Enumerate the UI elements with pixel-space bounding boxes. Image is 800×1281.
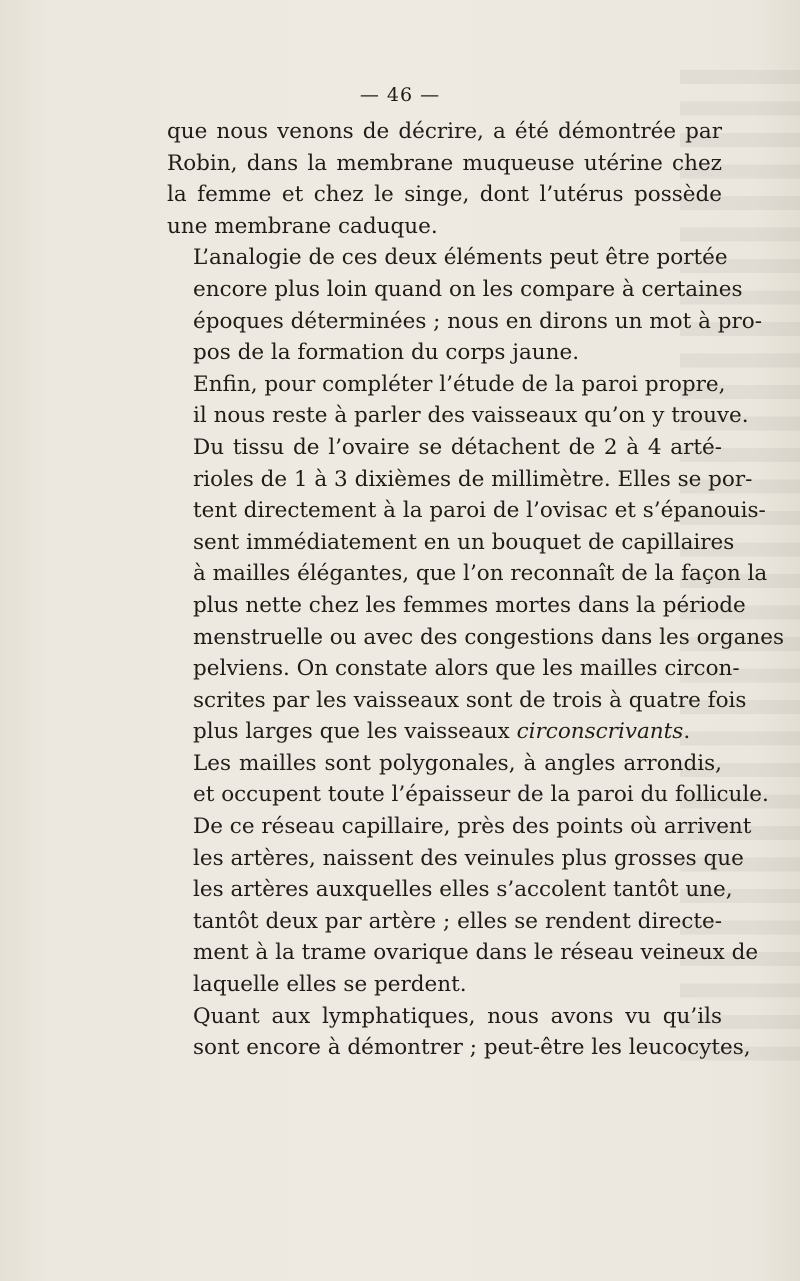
text-line: encore plus loin quand on les compare à certaines (193, 276, 743, 302)
text-line: tent directement à la paroi de l’ovisac et s’épanouis- (193, 498, 766, 524)
text-line: laquelle elles se perdent. (193, 972, 467, 998)
italic-term: circonscrivants (516, 719, 684, 745)
text-line: Quant aux lymphatiques, nous avons vu qu’ils (193, 1003, 722, 1029)
text-line: sont encore à démontrer ; peut-être les leucocytes, (193, 1035, 751, 1061)
text-line: menstruelle ou avec des congestions dans les organes (193, 624, 785, 650)
text-line: L’analogie de ces deux éléments peut être portée (193, 245, 728, 271)
paragraph-3 (167, 369, 749, 432)
text-line: rioles de 1 à 3 dixièmes de millimètre. Elles se por- (193, 466, 753, 492)
body-text (167, 116, 785, 1064)
page-number: — 46 — (359, 84, 441, 106)
text-line: il nous reste à parler des vaisseaux qu’on y trouve. (193, 403, 749, 429)
text-line: pelviens. On constate alors que les mailles circon- (193, 656, 740, 682)
text-line: et occupent toute l’épaisseur de la paroi du follicule. (193, 782, 769, 808)
text-line: De ce réseau capillaire, près des points où arrivent (193, 814, 752, 840)
text-line: Enfin, pour compléter l’étude de la paroi propre, (193, 371, 726, 397)
text-line: scrites par les vaisseaux sont de trois à quatre fois (193, 687, 747, 713)
text-line (167, 716, 722, 748)
text-line: sent immédiatement en un bouquet de capillaires (193, 529, 735, 555)
paragraph-4 (167, 432, 785, 748)
text-fragment: plus larges que les vaisseaux (193, 719, 517, 745)
text-line: ment à la trame ovarique dans le réseau veineux de (193, 940, 759, 966)
paragraph-1 (167, 116, 722, 242)
paragraph-5 (167, 748, 769, 1001)
text-line: époques déterminées ; nous en dirons un mot à pro- (193, 308, 762, 334)
text-line: la femme et chez le singe, dont l’utérus possède (167, 182, 722, 208)
text-line: que nous venons de décrire, a été démontrée par (167, 119, 722, 144)
text-line: à mailles élégantes, que l’on reconnaît de la façon la (193, 561, 768, 587)
text-line: tantôt deux par artère ; elles se rendent directe- (193, 908, 722, 934)
text-line: une membrane caduque. (167, 213, 438, 239)
text-line: les artères auxquelles elles s’accolent tantôt une, (193, 877, 733, 903)
paragraph-6 (167, 1001, 751, 1064)
paragraph-2 (167, 242, 762, 368)
punctuation: . (683, 719, 691, 745)
text-line: les artères, naissent des veinules plus grosses que (193, 845, 744, 871)
text-line: pos de la formation du corps jaune. (193, 340, 580, 366)
text-line: plus nette chez les femmes mortes dans la période (193, 592, 746, 618)
text-line: Du tissu de l’ovaire se détachent de 2 à 4 arté- (193, 434, 722, 460)
text-line: Les mailles sont polygonales, à angles arrondis, (193, 750, 722, 776)
text-line: Robin, dans la membrane muqueuse utérine chez (167, 150, 722, 176)
